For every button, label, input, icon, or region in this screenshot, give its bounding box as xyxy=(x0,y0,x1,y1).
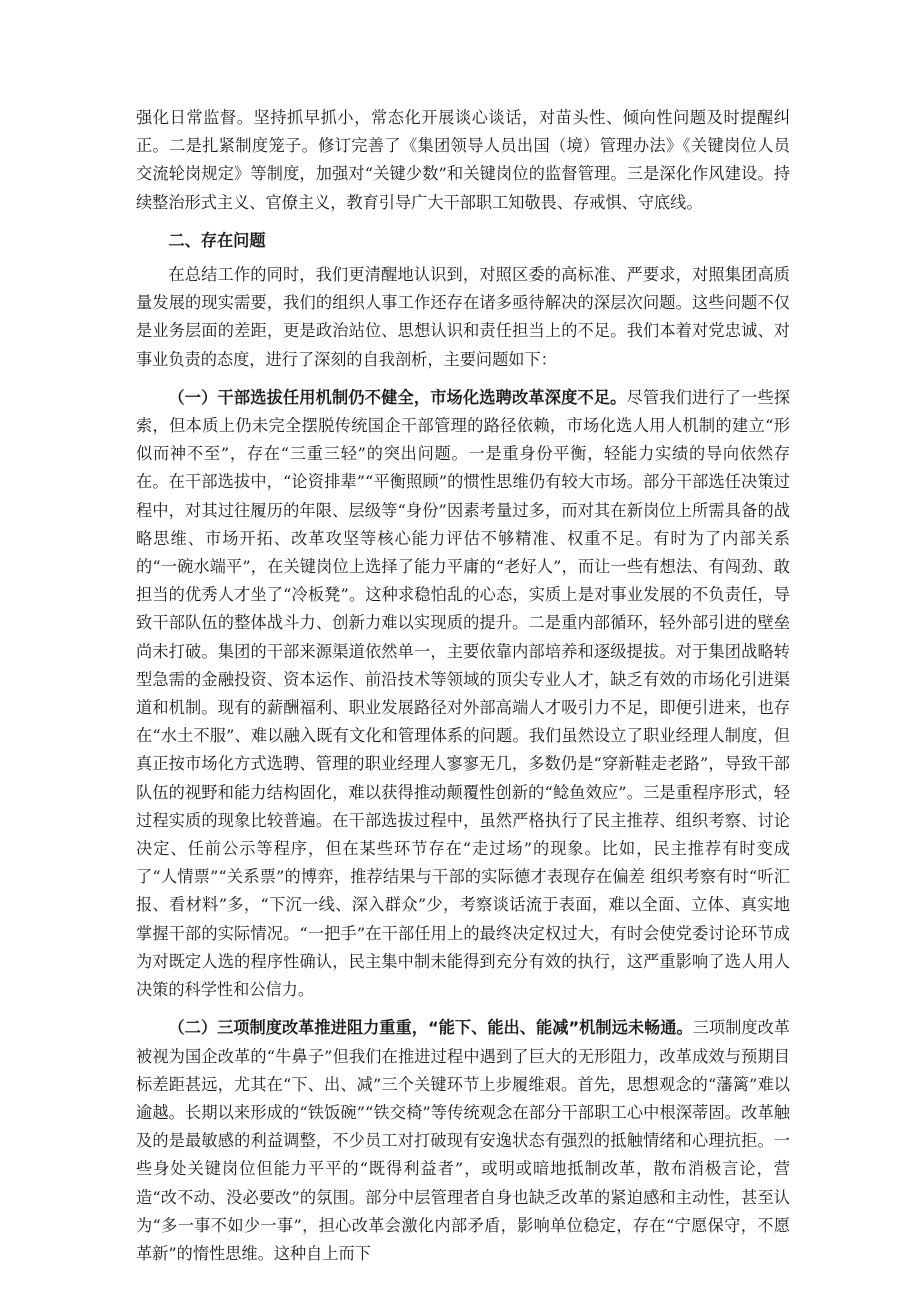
problem-1-paragraph xyxy=(136,384,790,1004)
opening-paragraph: 强化日常监督。坚持抓早抓小，常态化开展谈心谈话，对苗头性、倾向性问题及时提醒纠正。二是扎紧制度笼子。修订完善了《集团领导人员出国（境）管理办法》《关键岗位人员交流轮岗规定》等制度，加强对“关键少数”和关键岗位的监督管理。三是深化作风建设。持续整治形式主义、官僚主义，教育引导广大干部职工知敬畏、存戒惧、守底线。 xyxy=(136,108,790,212)
problem-2-body: 三项制度改革被视为国企改革的“牛鼻子”但我们在推进过程中遇到了巨大的无形阻力，改革成效与预期目标差距甚远，尤其在“下、出、减”三个关键环节上步履维艰。首先，思想观念的“藩篱”难以逾越。长期以来形成的“铁饭碗”“铁交椅”等传统观念在部分干部职工心中根深蒂固。改革触及的是最敏感的利益调整，不少员工对打破现有安逸状态有强烈的抵触情绪和心理抗拒。一些身处关键岗位但能力平平的“既得利益者”，或明或暗地抵制改革，散布消极言论，营造“改不动、没必要改”的氛围。部分中层管理者自身也缺乏改革的紧迫感和主动性，甚至认为“多一事不如少一事”，担心改革会激化内部矛盾，影响单位稳定，存在“宁愿保守，不愿革新”的惰性思维。这种自上而下 xyxy=(136,1018,790,1263)
problem-2-paragraph xyxy=(136,1014,790,1268)
problem-2-lead: （二）三项制度改革推进阻力重重，“能下、能出、能减”机制远未畅通。 xyxy=(168,1018,693,1038)
document-body xyxy=(136,104,790,1268)
section-heading: 二、存在问题 xyxy=(168,230,266,250)
intro-paragraph: 在总结工作的同时，我们更清醒地认识到，对照区委的高标准、严要求，对照集团高质量发展的现实需要，我们的组织人事工作还存在诸多亟待解决的深层次问题。这些问题不仅是业务层面的差距，更是政治站位、思想认识和责任担当上的不足。我们本着对党忠诚、对事业负责的态度，进行了深刻的自我剖析，主要问题如下： xyxy=(136,265,790,369)
problem-1-lead: （一）干部选拔任用机制仍不健全，市场化选聘改革深度不足。 xyxy=(168,387,627,407)
problem-1-body: 尽管我们进行了一些探索，但本质上仍未完全摆脱传统国企干部管理的路径依赖，市场化选人用人机制的建立“形似而神不至”，存在“三重三轻”的突出问题。一是重身份平衡，轻能力实绩的导向依然存在。在干部选拔中，“论资排辈”“平衡照顾”的惯性思维仍有较大市场。部分干部选任决策过程中，对其过往履历的年限、层级等“身份”因素考量过多，而对其在新岗位上所需具备的战略思维、市场开拓、改革攻坚等核心能力评估不够精准、权重不足。有时为了内部关系的“一碗水端平”，在关键岗位上选择了能力平庸的“老好人”，而让一些有想法、有闯劲、敢担当的优秀人才坐了“冷板凳”。这种求稳怕乱的心态，实质上是对事业发展的不负责任，导致干部队伍的整体战斗力、创新力难以实现质的提升。二是重内部循环，轻外部引进的壁垒尚未打破。集团的干部来源渠道依然单一，主要依靠内部培养和逐级提拔。对于集团战略转型急需的金融投资、资本运作、前沿技术等领域的顶尖专业人才，缺乏有效的市场化引进渠道和机制。现有的薪酬福利、职业发展路径对外部高端人才吸引力不足，即便引进来，也存在“水土不服”、难以融入既有文化和管理体系的问题。我们虽然设立了职业经理人制度，但真正按市场化方式选聘、管理的职业经理人寥寥无几，多数仍是“穿新鞋走老路”，导致干部队伍的视野和能力结构固化，难以获得推动颠覆性创新的“鲶鱼效应”。三是重程序形式，轻过程实质的现象比较普遍。在干部选拔过程中，虽然严格执行了民主推荐、组织考察、讨论决定、任前公示等程序，但在某些环节存在“走过场”的现象。比如，民主推荐有时变成了“人情票”“关系票”的博弈，推荐结果与干部的实际德才表现存在偏差 组织考察有时“听汇报、看材料”多，“下沉一线、深入群众”少，考察谈话流于表面，难以全面、立体、真实地掌握干部的实际情况。“一把手”在干部任用上的最终决定权过大，有时会使党委讨论环节成为对既定人选的程序性确认，民主集中制未能得到充分有效的执行，这严重影响了选人用人决策的科学性和公信力。 xyxy=(136,387,790,1000)
